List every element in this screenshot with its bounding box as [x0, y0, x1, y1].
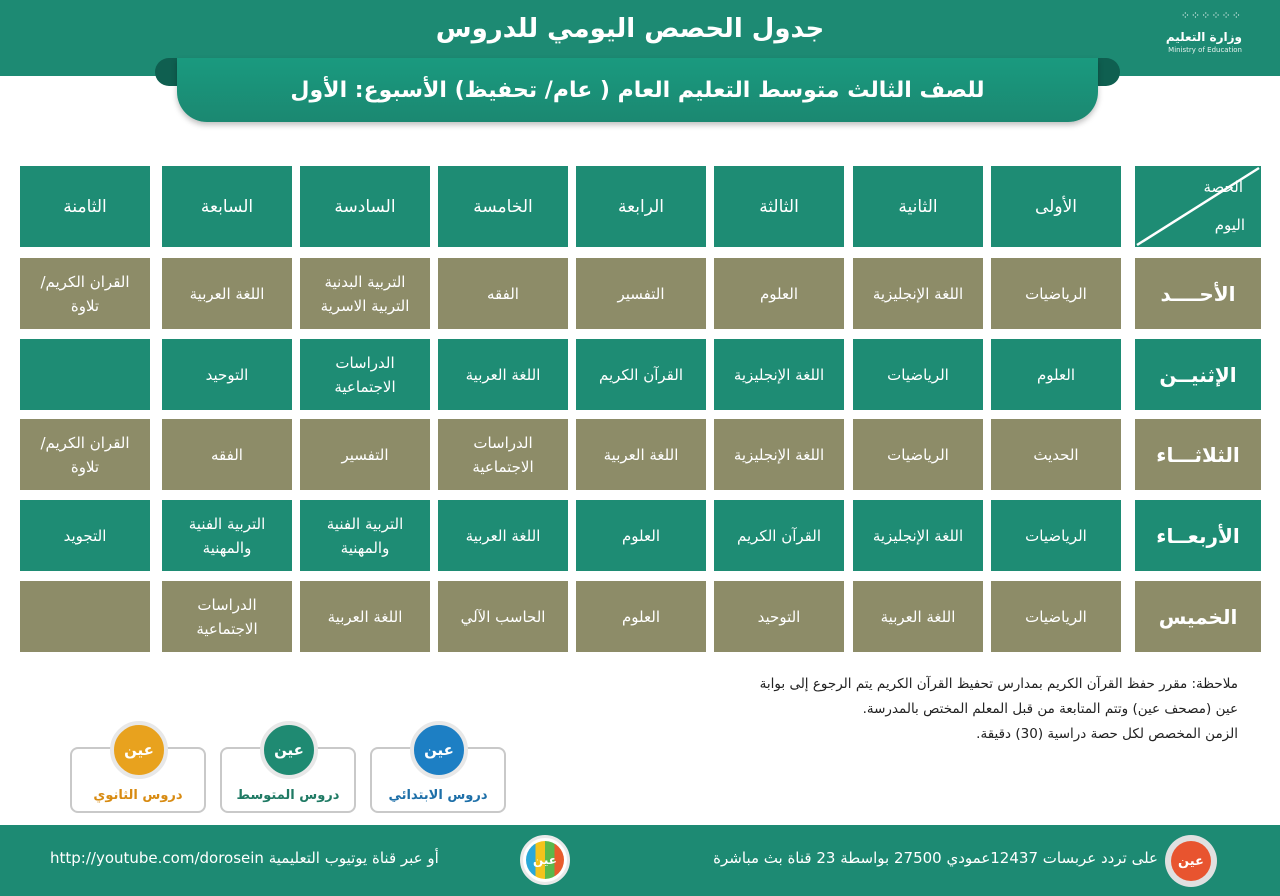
- subject-text: [734, 363, 824, 387]
- day-label: الأحــــد: [1135, 258, 1261, 329]
- badge-intermediate-lessons[interactable]: [220, 741, 356, 813]
- subject-line: العلوم: [760, 284, 798, 303]
- subject-line: الرياضيات: [1025, 284, 1087, 303]
- schedule-cell: [300, 500, 430, 571]
- period-header: الخامسة: [438, 166, 568, 247]
- subject-text: [1033, 443, 1078, 467]
- schedule-cell: [162, 258, 292, 329]
- day-label: الأربعــاء: [1135, 500, 1261, 571]
- badge-label: دروس الثانوي: [93, 788, 183, 803]
- subject-line: اللغة الإنجليزية: [733, 445, 825, 464]
- subject-line: التربية الفنية: [188, 514, 266, 533]
- schedule-cell: [714, 581, 844, 652]
- ein-logo-icon: عين: [260, 721, 318, 779]
- footer-bar: [0, 825, 1280, 896]
- subject-text: [737, 524, 821, 548]
- subject-text: [211, 443, 243, 467]
- schedule-cell: [991, 581, 1121, 652]
- schedule-cell: [853, 581, 983, 652]
- subject-line: التوحيد: [205, 365, 249, 384]
- subject-text: [873, 282, 963, 306]
- schedule-cell: [162, 581, 292, 652]
- period-header: الثامنة: [20, 166, 150, 247]
- page-subtitle: للصف الثالث متوسط التعليم العام ( عام/ تحفيظ) الأسبوع: الأول: [290, 78, 985, 103]
- ein-colored-logo-icon: [520, 835, 570, 885]
- schedule-cell: [438, 581, 568, 652]
- ministry-name-ar: وزارة التعليم: [1165, 30, 1242, 44]
- subject-text: [64, 524, 107, 548]
- subject-line: اللغة العربية: [465, 526, 541, 545]
- subject-text: [881, 605, 956, 629]
- subject-text: [1025, 605, 1087, 629]
- period-header: الأولى: [991, 166, 1121, 247]
- subject-text: [887, 443, 949, 467]
- subject-line: الرياضيات: [887, 445, 949, 464]
- ministry-dots-icon: ⁘⁘⁘⁘⁘⁘: [1180, 9, 1242, 22]
- note-line: ملاحظة: مقرر حفظ القرآن الكريم بمدارس تحفيظ القرآن الكريم يتم الرجوع إلى بوابة: [759, 676, 1238, 692]
- schedule-cell: [576, 258, 706, 329]
- subject-text: [328, 605, 403, 629]
- subject-text: [1025, 282, 1087, 306]
- schedule-cell: [853, 500, 983, 571]
- subject-line: اللغة العربية: [465, 365, 541, 384]
- schedule-cell: [300, 581, 430, 652]
- subject-line: التفسير: [617, 284, 665, 303]
- schedule-cell: [162, 339, 292, 410]
- schedule-cell: [991, 500, 1121, 571]
- subject-line: الاجتماعية: [334, 377, 396, 396]
- subject-line: العلوم: [622, 526, 660, 545]
- subject-text: [190, 282, 265, 306]
- note-line: الزمن المخصص لكل حصة دراسية (30) دقيقة.: [976, 726, 1238, 742]
- subject-line: الاجتماعية: [196, 619, 258, 638]
- subject-line: الفقه: [211, 445, 243, 464]
- subject-line: والمهنية: [340, 538, 390, 557]
- subject-line: القرآن الكريم: [737, 526, 822, 545]
- subject-line: التربية الفنية: [326, 514, 404, 533]
- subject-line: اللغة الإنجليزية: [872, 284, 964, 303]
- ein-logo-icon: [1165, 835, 1217, 887]
- period-header: الثانية: [853, 166, 983, 247]
- schedule-cell: [714, 339, 844, 410]
- schedule-cell: [853, 419, 983, 490]
- schedule-cell: [300, 419, 430, 490]
- schedule-cell: [20, 258, 150, 329]
- subject-line: القرآن الكريم: [599, 365, 684, 384]
- schedule-cell: [300, 339, 430, 410]
- schedule-cell: [20, 339, 150, 410]
- ministry-logo: [1132, 10, 1242, 70]
- subject-line: التوحيد: [757, 607, 801, 626]
- schedule-cell: [438, 339, 568, 410]
- subject-line: القران الكريم/: [40, 433, 130, 452]
- satellite-frequency-text: على تردد عربسات 12437عمودي 27500 بواسطة 23 قناة بث مباشرة: [713, 849, 1158, 867]
- subject-text: [327, 512, 403, 560]
- schedule-cell: [20, 419, 150, 490]
- ein-logo-text: عين: [1171, 841, 1211, 881]
- ein-logo-icon: عين: [110, 721, 168, 779]
- subject-line: التربية البدنية: [324, 272, 406, 291]
- subject-line: القران الكريم/: [40, 272, 130, 291]
- schedule-cell: [991, 419, 1121, 490]
- subtitle-ribbon: [155, 58, 1120, 124]
- ein-colored-logo-text: عين: [526, 841, 564, 879]
- badge-label: دروس المتوسط: [236, 788, 340, 803]
- subject-text: [196, 593, 257, 641]
- youtube-channel-text[interactable]: http://youtube.com/dorosein أو عبر قناة يوتيوب التعليمية: [50, 849, 439, 867]
- schedule-cell: [20, 581, 150, 652]
- subject-line: اللغة العربية: [327, 607, 403, 626]
- subject-line: اللغة العربية: [880, 607, 956, 626]
- subject-text: [622, 605, 660, 629]
- schedule-cell: [714, 500, 844, 571]
- schedule-cell: [300, 258, 430, 329]
- ministry-name-en: Ministry of Education: [1168, 46, 1242, 54]
- subject-line: التربية الاسرية: [320, 296, 410, 315]
- schedule-cell: [438, 500, 568, 571]
- subject-text: [873, 524, 963, 548]
- subject-text: [206, 363, 249, 387]
- subject-text: [604, 443, 679, 467]
- page-title: جدول الحصص اليومي للدروس: [435, 14, 825, 44]
- subject-line: الحديث: [1033, 445, 1079, 464]
- subject-line: تلاوة: [70, 296, 100, 315]
- corner-period-label: الحصة: [1203, 178, 1243, 196]
- ein-logo-icon: عين: [410, 721, 468, 779]
- schedule-cell: [162, 419, 292, 490]
- subject-text: [321, 270, 410, 318]
- subject-text: [487, 282, 519, 306]
- ribbon-body: [177, 58, 1098, 122]
- schedule-cell: [576, 581, 706, 652]
- schedule-cell: [991, 258, 1121, 329]
- subject-line: الفقه: [487, 284, 519, 303]
- subject-text: [760, 282, 798, 306]
- period-header: الرابعة: [576, 166, 706, 247]
- notes: [520, 672, 1238, 747]
- subject-text: [40, 270, 129, 318]
- schedule-cell: [576, 339, 706, 410]
- subject-text: [466, 524, 541, 548]
- subject-line: الرياضيات: [887, 365, 949, 384]
- subject-line: اللغة الإنجليزية: [733, 365, 825, 384]
- subject-text: [617, 282, 664, 306]
- subject-text: [189, 512, 265, 560]
- subject-line: التجويد: [63, 526, 107, 545]
- schedule-cell: [20, 500, 150, 571]
- badge-primary-lessons[interactable]: [370, 741, 506, 813]
- badge-secondary-lessons[interactable]: [70, 741, 206, 813]
- corner-day-label: اليوم: [1214, 216, 1245, 234]
- subject-line: العلوم: [622, 607, 660, 626]
- subject-line: الدراسات: [335, 353, 395, 372]
- schedule-cell: [438, 419, 568, 490]
- subject-line: العلوم: [1037, 365, 1075, 384]
- schedule-cell: [576, 419, 706, 490]
- period-header: السابعة: [162, 166, 292, 247]
- badge-label: دروس الابتدائي: [388, 788, 488, 803]
- subject-text: [334, 351, 395, 399]
- note-line: عين (مصحف عين) وتتم المتابعة من قبل المعلم المختص بالمدرسة.: [862, 701, 1238, 717]
- subject-text: [466, 363, 541, 387]
- subject-line: اللغة العربية: [603, 445, 679, 464]
- subject-line: التفسير: [341, 445, 389, 464]
- subject-line: اللغة العربية: [189, 284, 265, 303]
- day-label: الخميس: [1135, 581, 1261, 652]
- subject-text: [461, 605, 546, 629]
- schedule-cell: [991, 339, 1121, 410]
- day-label: الثلاثـــاء: [1135, 419, 1261, 490]
- table-corner-cell: [1135, 166, 1261, 247]
- subject-line: الرياضيات: [1025, 607, 1087, 626]
- schedule-cell: [853, 339, 983, 410]
- subject-line: الدراسات: [197, 595, 257, 614]
- schedule-cell: [714, 258, 844, 329]
- subject-text: [622, 524, 660, 548]
- subject-line: والمهنية: [202, 538, 252, 557]
- day-label: الإثنيــن: [1135, 339, 1261, 410]
- subject-text: [341, 443, 388, 467]
- schedule-cell: [714, 419, 844, 490]
- subject-line: الحاسب الآلي: [460, 607, 546, 626]
- period-header: الثالثة: [714, 166, 844, 247]
- subject-text: [599, 363, 683, 387]
- period-header: السادسة: [300, 166, 430, 247]
- subject-text: [758, 605, 801, 629]
- subject-text: [1037, 363, 1075, 387]
- schedule-cell: [162, 500, 292, 571]
- subject-line: الدراسات: [473, 433, 533, 452]
- subject-text: [1025, 524, 1087, 548]
- subject-line: الاجتماعية: [472, 457, 534, 476]
- subject-text: [887, 363, 949, 387]
- schedule-cell: [438, 258, 568, 329]
- subject-text: [472, 431, 533, 479]
- subject-text: [40, 431, 129, 479]
- subject-line: الرياضيات: [1025, 526, 1087, 545]
- subject-line: اللغة الإنجليزية: [872, 526, 964, 545]
- schedule-cell: [576, 500, 706, 571]
- schedule-cell: [853, 258, 983, 329]
- subject-text: [734, 443, 824, 467]
- subject-line: تلاوة: [70, 457, 100, 476]
